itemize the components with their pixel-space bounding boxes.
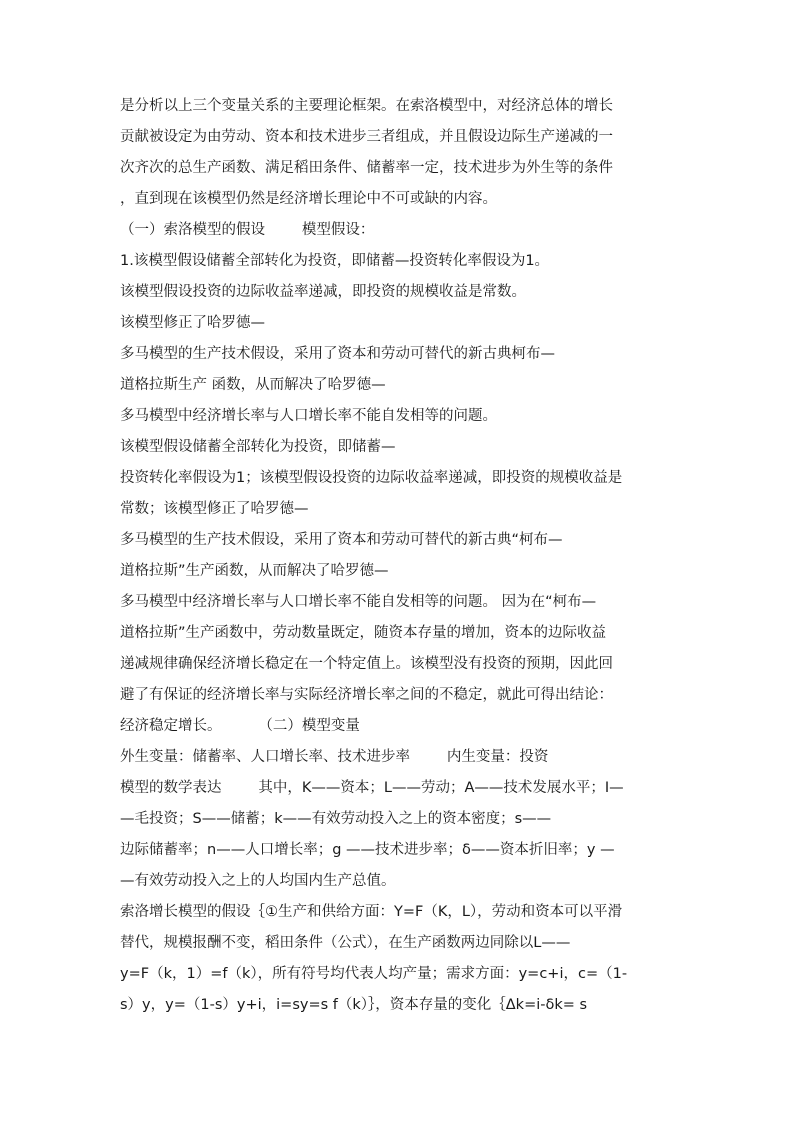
text-line: 常数；该模型修正了哈罗德— (120, 501, 309, 517)
body-text (120, 91, 680, 1021)
text-line: 道格拉斯”生产函数，从而解决了哈罗德— (120, 563, 389, 579)
text-line: s）y，y=（1-s）y+i，i=sy=s f（k）｝，资本存量的变化｛Δk=i-δk= s (120, 997, 588, 1013)
text-line: 投资转化率假设为1；该模型假设投资的边际收益率递减，即投资的规模收益是 (120, 470, 623, 486)
text-line: 道格拉斯生产 函数，从而解决了哈罗德— (120, 377, 386, 393)
text-line: 1.该模型假设储蓄全部转化为投资，即储蓄—投资转化率假设为1。 (120, 253, 550, 269)
text-line: 避了有保证的经济增长率与实际经济增长率之间的不稳定，就此可得出结论： (120, 687, 613, 703)
text-line: 是分析以上三个变量关系的主要理论框架。在索洛模型中，对经济总体的增长 (120, 98, 613, 114)
text-line: 多马模型的生产技术假设，采用了资本和劳动可替代的新古典柯布— (120, 346, 555, 362)
text-line: y=F（k，1）=f（k），所有符号均代表人均产量；需求方面：y=c+i，c=（1- (120, 966, 628, 982)
text-line: 多马模型中经济增长率与人口增长率不能自发相等的问题。 (120, 408, 497, 424)
text-line: 该模型修正了哈罗德— (120, 315, 265, 331)
text-line: 该模型假设投资的边际收益率递减，即投资的规模收益是常数。 (120, 284, 526, 300)
text-line: 多马模型的生产技术假设，采用了资本和劳动可替代的新古典“柯布— (120, 532, 563, 548)
text-line: 索洛增长模型的假设｛①生产和供给方面：Y=F（K，L），劳动和资本可以平滑 (120, 904, 623, 920)
text-line: 贡献被设定为由劳动、资本和技术进步三者组成，并且假设边际生产递减的一 (120, 129, 613, 145)
text-line: —毛投资；S——储蓄；k——有效劳动投入之上的资本密度；s—— (120, 811, 552, 827)
text-line: 边际储蓄率；n——人口增长率；g ——技术进步率；δ——资本折旧率；y — (120, 842, 615, 858)
text-line: 替代，规模报酬不变，稻田条件（公式），在生产函数两边同除以L—— (120, 935, 571, 951)
text-line: 外生变量：储蓄率、人口增长率、技术进步率 内生变量：投资 (120, 749, 549, 765)
text-line: 该模型假设储蓄全部转化为投资，即储蓄— (120, 439, 396, 455)
text-line: ，直到现在该模型仍然是经济增长理论中不可或缺的内容。 (120, 191, 497, 207)
text-line: —有效劳动投入之上的人均国内生产总值。 (120, 873, 396, 889)
section-heading-assumptions: （一）索洛模型的假设 模型假设： (120, 222, 375, 238)
text-line: 多马模型中经济增长率与人口增长率不能自发相等的问题。 因为在“柯布— (120, 594, 597, 610)
text-line: 模型的数学表达 其中，K——资本；L——劳动；A——技术发展水平；I— (120, 780, 624, 796)
text-line: 递减规律确保经济增长稳定在一个特定值上。该模型没有投资的预期，因此回 (120, 656, 613, 672)
text-line: 道格拉斯”生产函数中，劳动数量既定，随资本存量的增加，资本的边际收益 (120, 625, 607, 641)
text-line: 次齐次的总生产函数、满足稻田条件、储蓄率一定，技术进步为外生等的条件 (120, 160, 613, 176)
section-heading-variables: 经济稳定增长。 （二）模型变量 (120, 718, 360, 734)
